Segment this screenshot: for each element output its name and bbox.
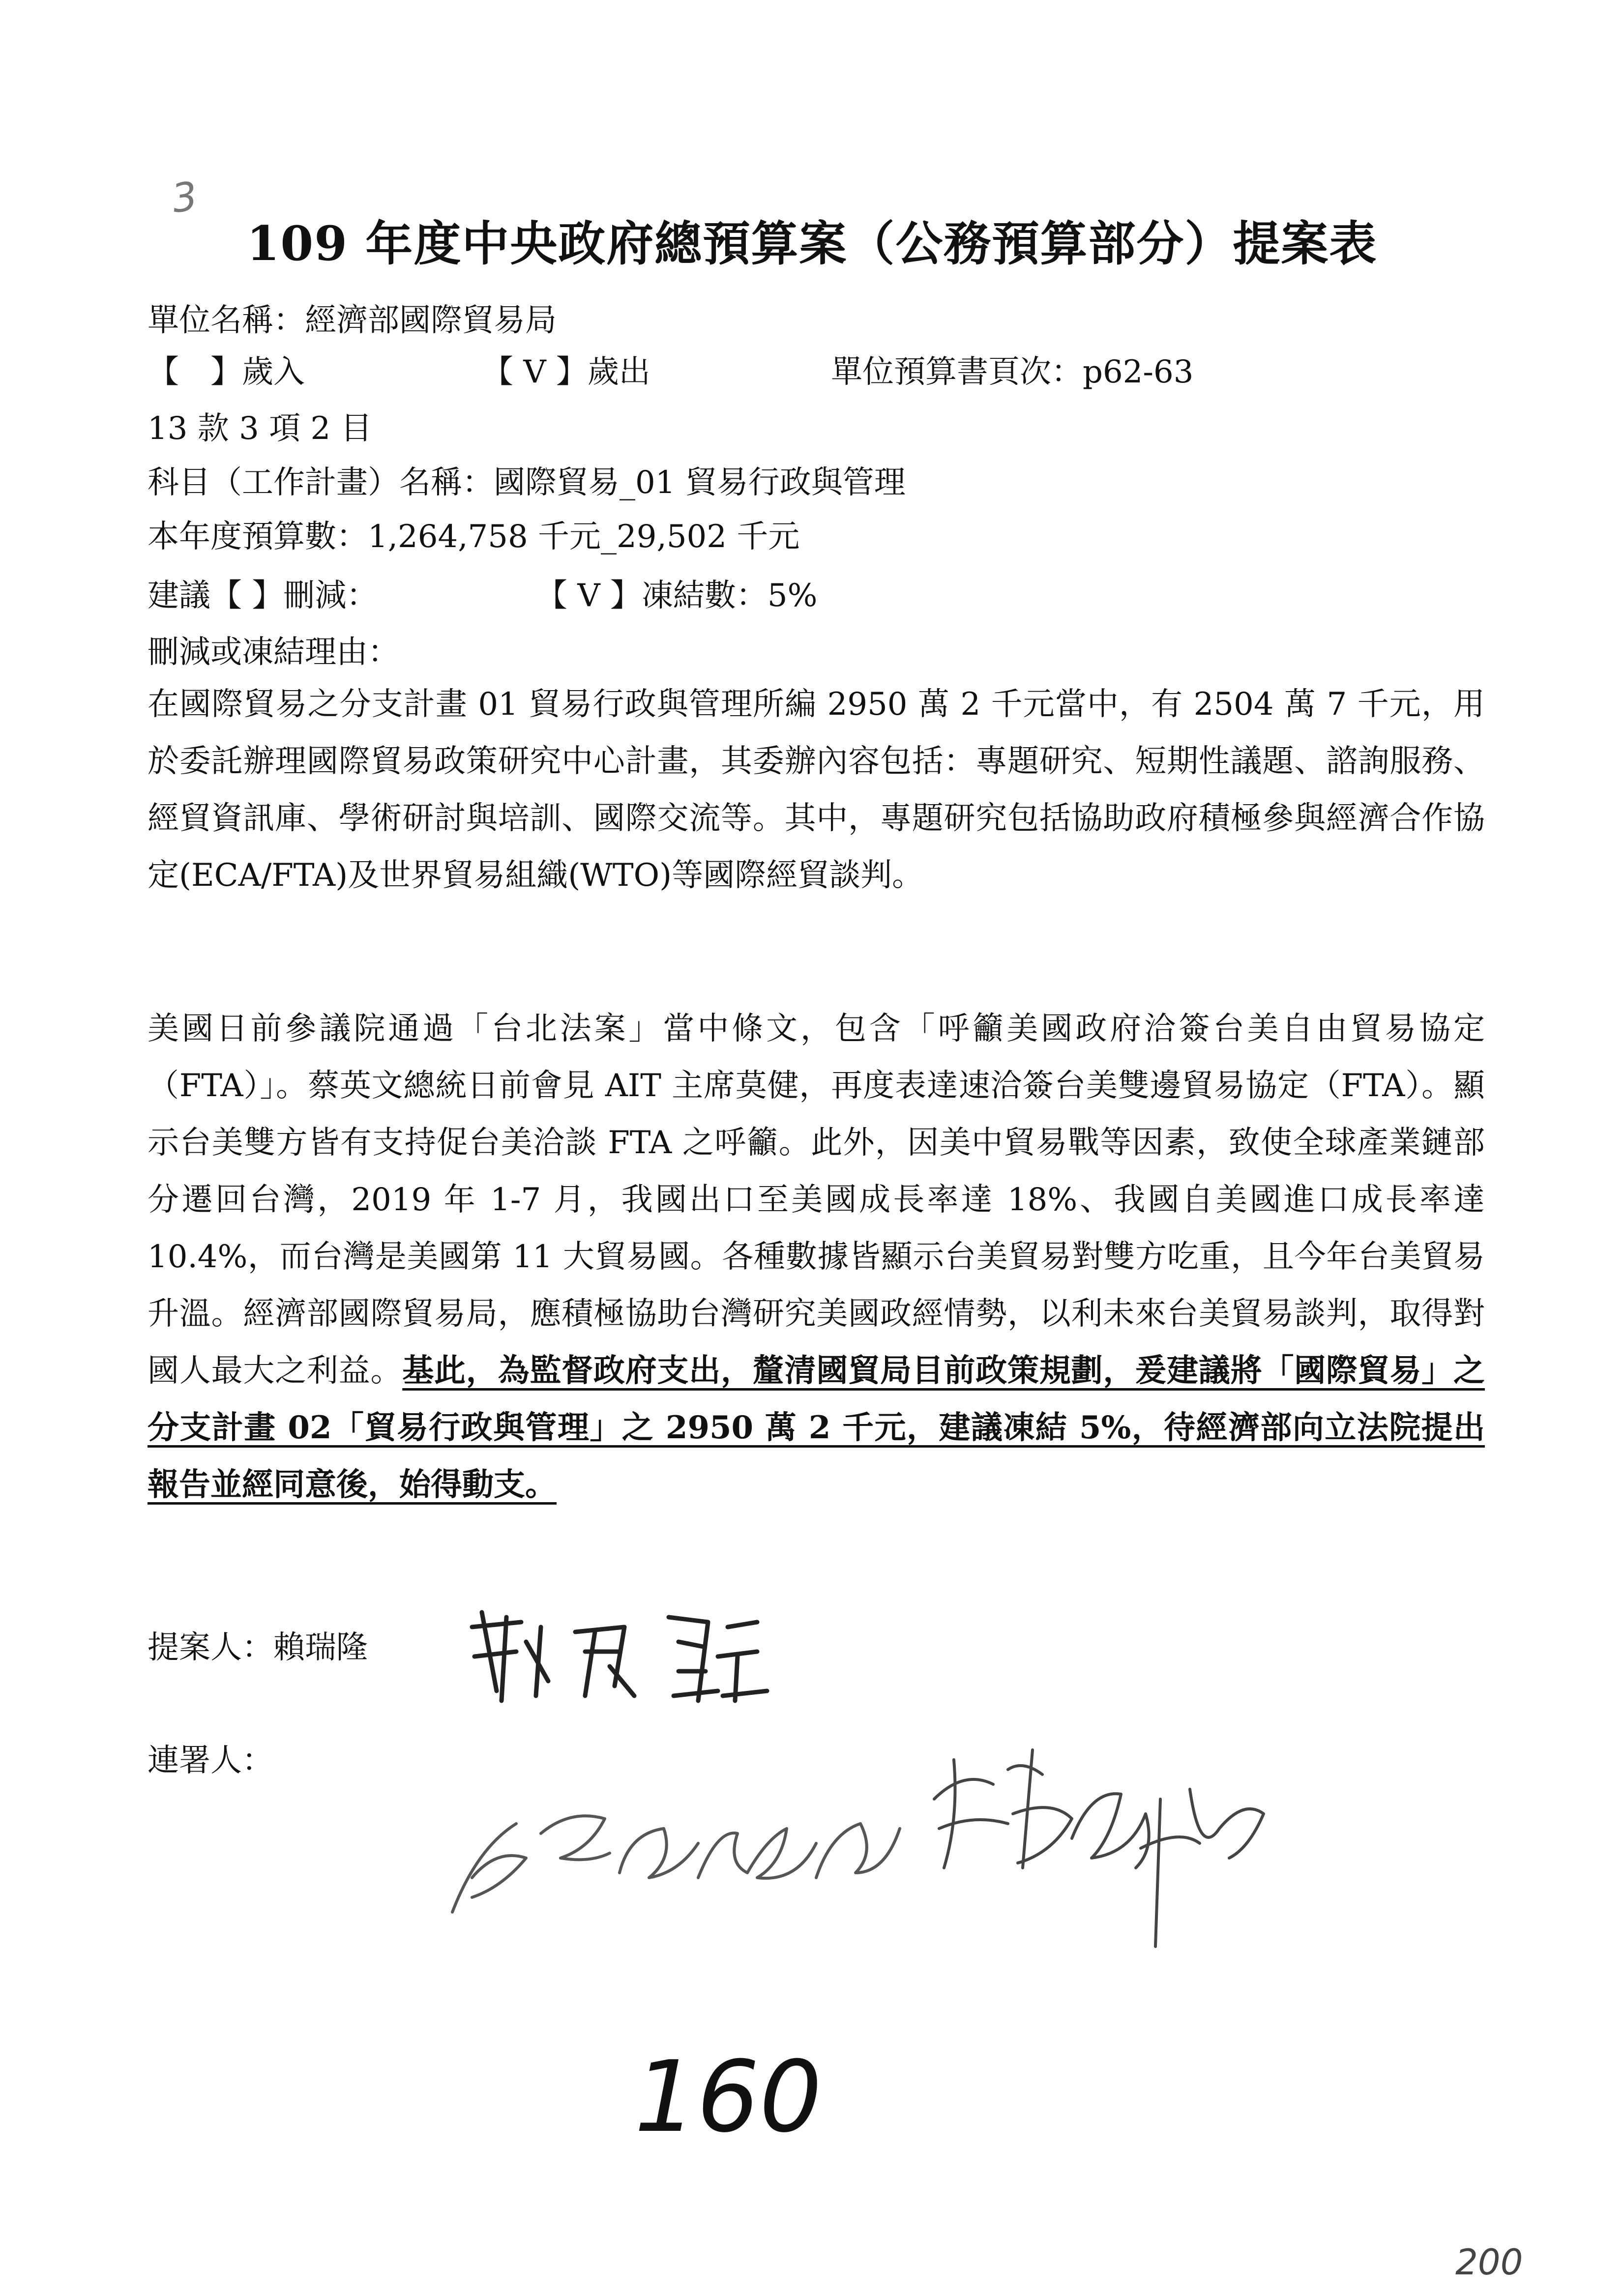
page-title: 109 年度中央政府總預算案（公務預算部分）提案表: [246, 216, 1378, 271]
reason-label: 刪減或凍結理由：: [148, 634, 399, 670]
suggest-cut: 建議【 】刪減：: [148, 578, 378, 614]
reason-paragraph-2-emphasis: 基此，為監督政府支出，釐清國貿局目前政策規劃，爰建議將「國際貿易」之分支計畫 02「貿易行政與管理」之 2950 萬 2 千元，建議凍結 5%，待經濟部向立法院提出報告並經同意後，始得動支。: [148, 1352, 1485, 1503]
cosigners-label: 連署人：: [148, 1743, 273, 1779]
subject-name: 科目（工作計畫）名稱：國際貿易_01 貿易行政與管理: [148, 465, 906, 501]
proposer-line: 提案人：賴瑞隆: [148, 1629, 368, 1666]
cosigner-signature-2: [924, 1740, 1298, 1986]
budget-page-ref: 單位預算書頁次：p62-63: [831, 354, 1194, 390]
reason-paragraph-2: [148, 1000, 1485, 1513]
reason-paragraph-2-text: 美國日前參議院通過「台北法案」當中條文，包含「呼籲美國政府洽簽台美自由貿易協定（FTA）」。蔡英文總統日前會見 AIT 主席莫健，再度表達速洽簽台美雙邊貿易協定（FTA）。顯示台美雙方皆有支持促台美洽談 FTA 之呼籲。此外，因美中貿易戰等因素，致使全球產業鏈部分遷回台灣，2019 年 1-7 月，我國出口至美國成長率達 18%、我國自美國進口成長率達 10.4%，而台灣是美國第 11 大貿易國。各種數據皆顯示台美貿易對雙方吃重，且今年台美貿易升溫。經濟部國際貿易局，應積極協助台灣研究美國政經情勢，以利未來台美貿易談判，取得對國人最大之利益。: [148, 1011, 1485, 1389]
expenditure-option: 【 V 】歲出: [482, 354, 650, 390]
reason-paragraph-1: 在國際貿易之分支計畫 01 貿易行政與管理所編 2950 萬 2 千元當中，有 2504 萬 7 千元，用於委託辦理國際貿易政策研究中心計畫，其委辦內容包括：專題研究、短期性議題、諮詢服務、經貿資訊庫、學術研討與培訓、國際交流等。其中，專題研究包括協助政府積極參與經濟合作協定(ECA/FTA)及世界貿易組織(WTO)等國際經貿談判。: [148, 686, 1485, 894]
revenue-option: 【 】歲入: [148, 354, 305, 390]
handwritten-corner-mark: 3: [169, 173, 201, 222]
item-code: 13 款 3 項 2 目: [148, 410, 372, 447]
cosigner-signature-1: [443, 1750, 924, 1927]
budget-amount: 本年度預算數：1,264,758 千元_29,502 千元: [148, 519, 800, 555]
proposer-signature: [462, 1598, 806, 1725]
page-number: 160: [634, 2040, 822, 2154]
suggest-freeze: 【 V 】凍結數：5%: [536, 578, 818, 614]
handwritten-corner-code: 200: [1455, 2241, 1523, 2283]
unit-name: 單位名稱：經濟部國際貿易局: [148, 302, 557, 339]
